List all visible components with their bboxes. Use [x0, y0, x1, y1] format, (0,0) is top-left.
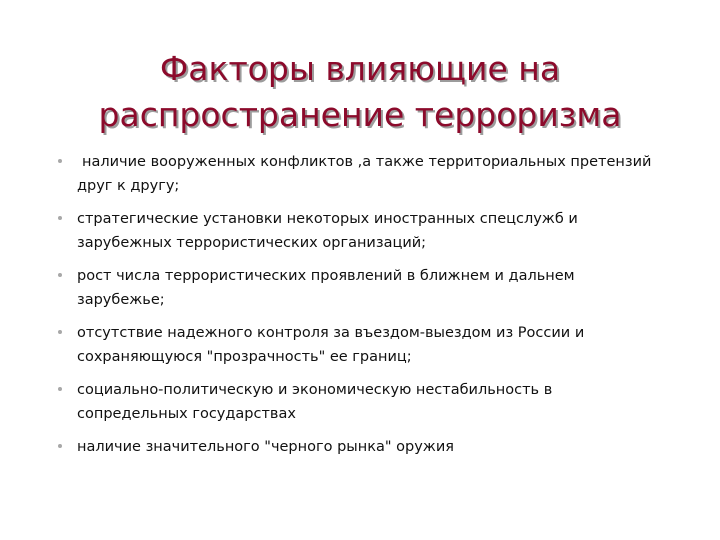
bullet-item-6 [56, 435, 666, 459]
bullet-item-1 [56, 150, 666, 198]
bullet-dot-icon [58, 273, 62, 277]
bullet-dot-icon [58, 444, 62, 448]
bullet-item-4 [56, 321, 666, 369]
bullet-dot-icon [58, 216, 62, 220]
bullet-text: рост числа террористических проявлений в ближнем и дальнем зарубежье; [77, 268, 575, 308]
bullet-dot-icon [58, 330, 62, 334]
bullet-text: социально-политическую и экономическую нестабильность в сопредельных государствах [77, 382, 553, 422]
bullet-text: стратегические установки некоторых иностранных спецслужб и зарубежных террористических организаций; [77, 211, 578, 251]
bullet-item-3 [56, 264, 666, 312]
bullet-list [56, 150, 666, 468]
bullet-item-2 [56, 207, 666, 255]
bullet-dot-icon [58, 159, 62, 163]
bullet-text: наличие значительного "черного рынка" оружия [77, 439, 455, 455]
slide-title: Факторы влияющие на распространение терроризма [98, 49, 622, 134]
bullet-text: отсутствие надежного контроля за въездом-выездом из России и сохраняющуюся "прозрачность" ее границ; [77, 325, 585, 365]
bullet-text: наличие вооруженных конфликтов ,а также территориальных претензий друг к другу; [77, 154, 652, 194]
bullet-item-5 [56, 378, 666, 426]
bullet-dot-icon [58, 387, 62, 391]
